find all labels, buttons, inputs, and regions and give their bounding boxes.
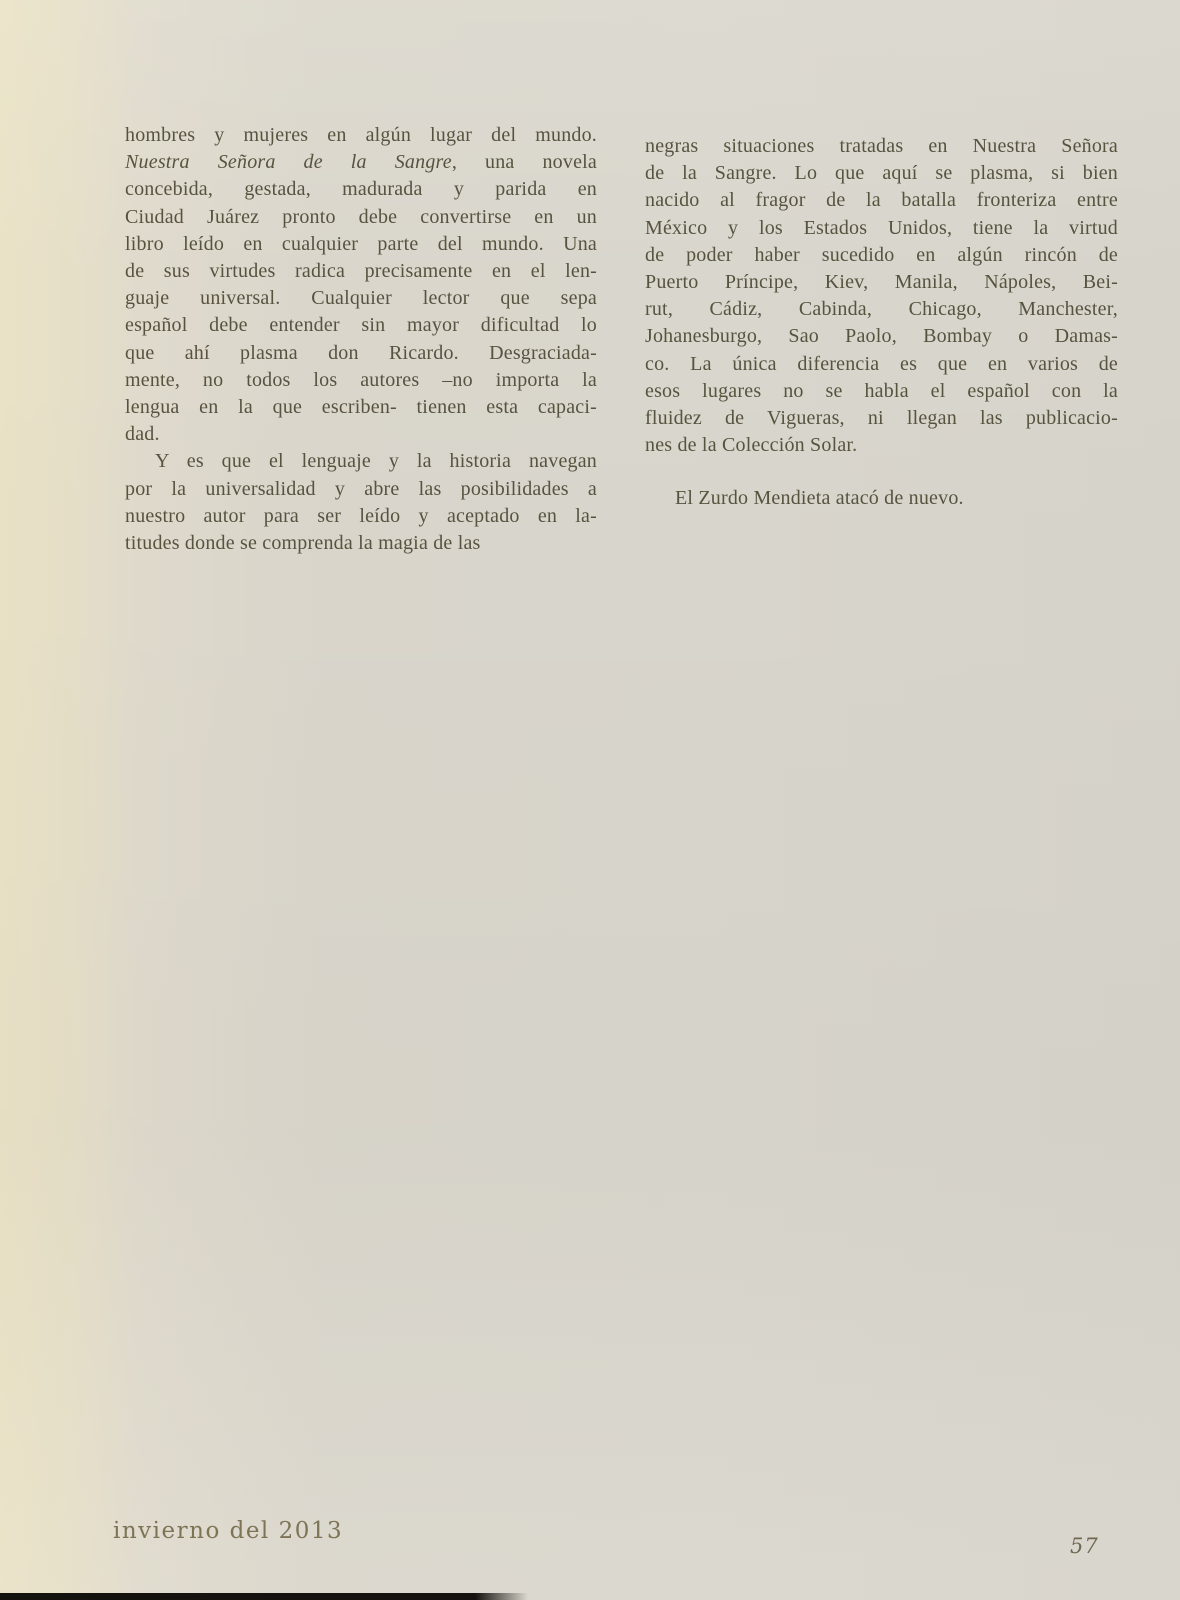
text-line: rut, Cádiz, Cabinda, Chicago, Manchester,: [645, 298, 1118, 321]
text-line: lengua en la que escriben- tienen esta capaci-: [125, 396, 597, 419]
closing-line: El Zurdo Mendieta atacó de nuevo.: [675, 487, 964, 510]
text-line: nacido al fragor de la batalla fronteriza entre: [645, 189, 1118, 212]
text-line: de sus virtudes radica precisamente en el len-: [125, 260, 597, 283]
text-line: Puerto Príncipe, Kiev, Manila, Nápoles, Bei-: [645, 271, 1118, 294]
paragraph-start-line: Y es que el lenguaje y la historia navegan: [155, 450, 597, 473]
text-line: de poder haber sucedido en algún rincón de: [645, 243, 1118, 266]
left-text-column: [125, 122, 597, 557]
text-line: co. La única diferencia es que en varios de: [645, 352, 1118, 375]
footer-edition-label: invierno del 2013: [113, 1518, 344, 1544]
text-line: guaje universal. Cualquier lector que sepa: [125, 287, 597, 310]
paragraph-end-line: nes de la Colección Solar.: [645, 434, 858, 457]
text-line-fragment: , una novela: [451, 151, 597, 174]
text-line: español debe entender sin mayor dificultad lo: [125, 314, 597, 337]
text-line: negras situaciones tratadas en Nuestra Señora: [645, 135, 1118, 157]
text-line: mente, no todos los autores –no importa la: [125, 368, 597, 391]
text-line: fluidez de Vigueras, ni llegan las publicacio-: [645, 407, 1118, 430]
right-text-column: [645, 133, 1118, 513]
column-end-line: titudes donde se comprenda la magia de las: [125, 532, 481, 555]
text-line: que ahí plasma don Ricardo. Desgraciada-: [125, 341, 597, 364]
text-line: esos lugares no se habla el español con la: [645, 379, 1118, 402]
text-line: concebida, gestada, madurada y parida en: [125, 178, 597, 201]
book-title-italic: Nuestra Señora de la Sangre: [125, 151, 452, 174]
text-line: libro leído en cualquier parte del mundo. Una: [125, 232, 597, 255]
page-number: 57: [1070, 1534, 1099, 1558]
text-line: por la universalidad y abre las posibilidades a: [125, 477, 597, 500]
text-line: Ciudad Juárez pronto debe convertirse en un: [125, 205, 597, 228]
text-line: Johanesburgo, Sao Paolo, Bombay o Damas-: [645, 325, 1118, 348]
text-line: [125, 149, 597, 176]
text-line: de la Sangre. Lo que aquí se plasma, si bien: [645, 162, 1118, 185]
paragraph-end-line: dad.: [125, 423, 160, 446]
text-line: México y los Estados Unidos, tiene la virtud: [645, 216, 1118, 239]
text-line: hombres y mujeres en algún lugar del mundo.: [125, 124, 597, 146]
text-line: nuestro autor para ser leído y aceptado en la-: [125, 504, 597, 527]
scan-edge-artifact-bar: [0, 1593, 528, 1600]
